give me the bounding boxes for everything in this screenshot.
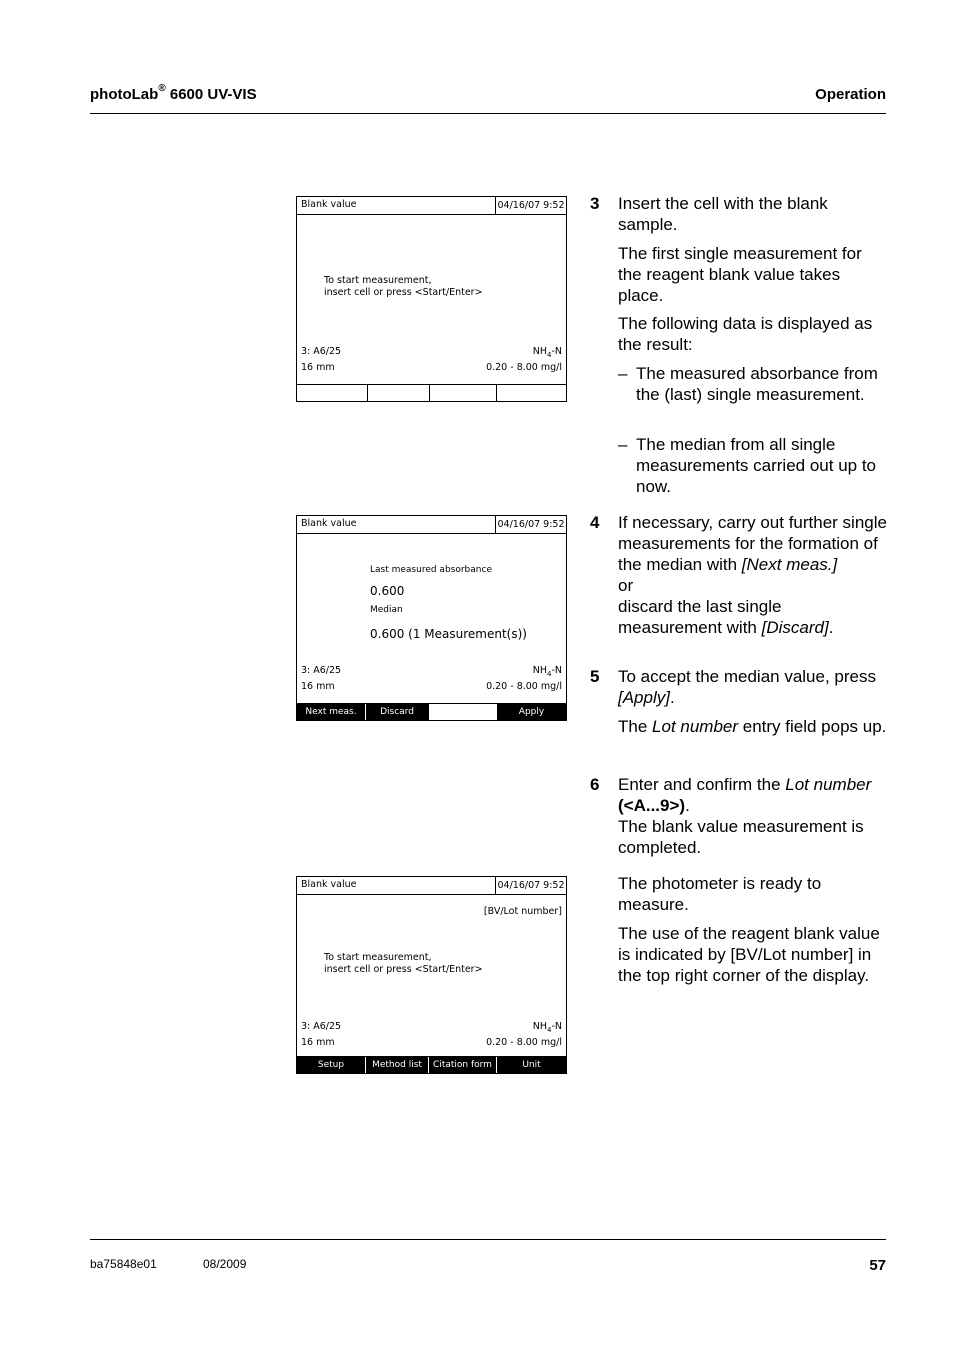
last-absorbance-label: Last measured absorbance [370,565,492,575]
footer-date: 08/2009 [203,1257,247,1271]
screen-datetime: 04/16/07 9:52 [495,877,566,894]
softkey-3[interactable] [429,385,496,401]
screen-title: Blank value [301,199,357,210]
measuring-range: 0.20 - 8.00 mg/l [486,681,562,692]
step-4-text: If necessary, carry out further single measurements for the formation of the median with [Next meas.] or discard the last single measurement with [Discard]. [618,513,887,637]
method-row [301,346,562,358]
softkey-4[interactable] [496,385,566,401]
footer-doc-id: ba75848e01 [90,1257,157,1271]
display-screen-bv-lot [296,876,567,1074]
softkey-3[interactable] [428,704,496,720]
measuring-range: 0.20 - 8.00 mg/l [486,1037,562,1048]
screen-title: Blank value [301,879,357,890]
page-number: 57 [869,1257,886,1274]
step-3-paragraph-2: The following data is displayed as the result: [618,314,873,354]
median-label: Median [370,605,403,615]
step-6-paragraph-2: The use of the reagent blank value is indicated by [BV/Lot number] in the top right corner of the display. [618,924,880,985]
bullet-dash: – [618,435,628,454]
cell-size: 16 mm [301,1037,335,1048]
step-3-paragraph-1: The first single measurement for the reagent blank value takes place. [618,244,862,305]
start-message-line-1: To start measurement, [324,275,432,286]
start-message-line-2: insert cell or press <Start/Enter> [324,964,483,975]
step-number: 3 [590,194,600,213]
start-message [324,952,483,976]
method-row [301,665,562,677]
result-item-median: The median from all single measurements carried out up to now. [636,435,877,496]
start-message [324,275,483,299]
product-model: 6600 UV-VIS [169,86,257,103]
method-number: 3: A6/25 [301,1021,342,1032]
display-screen-blank-value [296,196,567,402]
softkey-bar [297,1056,566,1073]
registered-mark: ® [158,83,166,94]
screen-datetime: 04/16/07 9:52 [495,516,566,533]
median-value: 0.600 (1 Measurement(s)) [370,627,527,641]
screen-titlebar [297,877,566,895]
method-row [301,1021,562,1033]
header-product [90,83,257,103]
start-message-line-2: insert cell or press <Start/Enter> [324,287,483,298]
step-number: 4 [590,513,600,532]
unit-softkey[interactable]: Unit [496,1057,566,1073]
step-5-paragraph: The Lot number entry field pops up. [618,717,887,736]
range-row [301,1037,562,1049]
discard-softkey[interactable]: Discard [365,704,428,720]
softkey-bar [297,384,566,401]
softkey-1[interactable] [297,385,367,401]
product-name: photoLab [90,86,159,103]
range-row [301,362,562,374]
citation-form-softkey[interactable]: Citation form [428,1057,496,1073]
screen-titlebar [297,197,566,215]
parameter: $NH_4-N$ [532,346,562,359]
start-message-line-1: To start measurement, [324,952,432,963]
step-6-text: Enter and confirm the Lot number (<A...9>). The blank value measurement is completed. [618,775,872,857]
method-number: 3: A6/25 [301,665,342,676]
cell-size: 16 mm [301,362,335,373]
step-6-paragraph-1: The photometer is ready to measure. [618,874,822,914]
last-absorbance-value: 0.600 [370,584,405,598]
method-number: 3: A6/25 [301,346,342,357]
cell-size: 16 mm [301,681,335,692]
screen-datetime: 04/16/07 9:52 [495,197,566,214]
header-section: Operation [815,86,886,103]
parameter: $NH_4-N$ [532,665,562,678]
apply-softkey[interactable]: Apply [496,704,566,720]
method-list-softkey[interactable]: Method list [365,1057,428,1073]
softkey-2[interactable] [367,385,429,401]
footer-rule [90,1239,886,1240]
bullet-dash: – [618,364,628,383]
setup-softkey[interactable]: Setup [297,1057,365,1073]
step-3-text: Insert the cell with the blank sample. [618,194,828,234]
parameter: $NH_4-N$ [532,1021,562,1034]
measuring-range: 0.20 - 8.00 mg/l [486,362,562,373]
screen-title: Blank value [301,518,357,529]
result-item-absorbance: The measured absorbance from the (last) single measurement. [636,364,878,404]
step-5-text: To accept the median value, press [Apply]. [618,667,876,707]
screen-titlebar [297,516,566,534]
step-number: 5 [590,667,600,686]
range-row [301,681,562,693]
bv-lot-tag: [BV/Lot number] [483,906,562,917]
step-number: 6 [590,775,600,794]
softkey-bar [297,703,566,720]
next-meas-softkey[interactable]: Next meas. [297,704,365,720]
header-rule [90,113,886,114]
display-screen-median [296,515,567,721]
